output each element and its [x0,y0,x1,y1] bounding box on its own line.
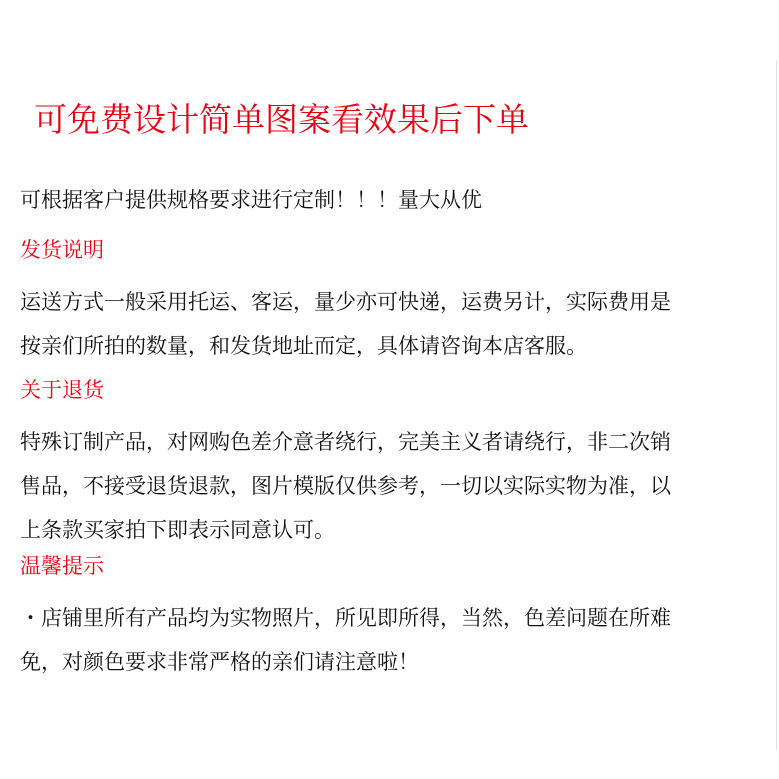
tips-line: 免，对颜色要求非常严格的亲们请注意啦！ [20,650,419,674]
returns-line: 售品，不接受退货退款，图片模版仅供参考，一切以实际实物为准，以 [20,474,671,498]
intro-paragraph [20,178,765,222]
returns-paragraph [20,420,765,552]
tips-paragraph [20,596,765,684]
returns-line: 特殊订制产品，对网购色差介意者绕行，完美主义者请绕行，非二次销 [20,430,671,454]
tips-line: ・店铺里所有产品均为实物照片，所见即所得，当然，色差问题在所难 [20,606,671,630]
shipping-heading: 发货说明 [20,238,104,262]
returns-line: 上条款买家拍下即表示同意认可。 [20,518,335,542]
page-title: 可免费设计简单图案看效果后下单 [34,100,529,139]
right-edge-divider [776,60,777,750]
returns-heading: 关于退货 [20,378,104,402]
tips-heading: 温馨提示 [20,554,104,578]
shipping-line: 按亲们所拍的数量，和发货地址而定，具体请咨询本店客服。 [20,334,587,358]
shipping-line: 运送方式一般采用托运、客运，量少亦可快递，运费另计，实际费用是 [20,290,671,314]
shipping-paragraph [20,280,765,368]
intro-line: 可根据客户提供规格要求进行定制！！！量大从优 [20,188,482,212]
